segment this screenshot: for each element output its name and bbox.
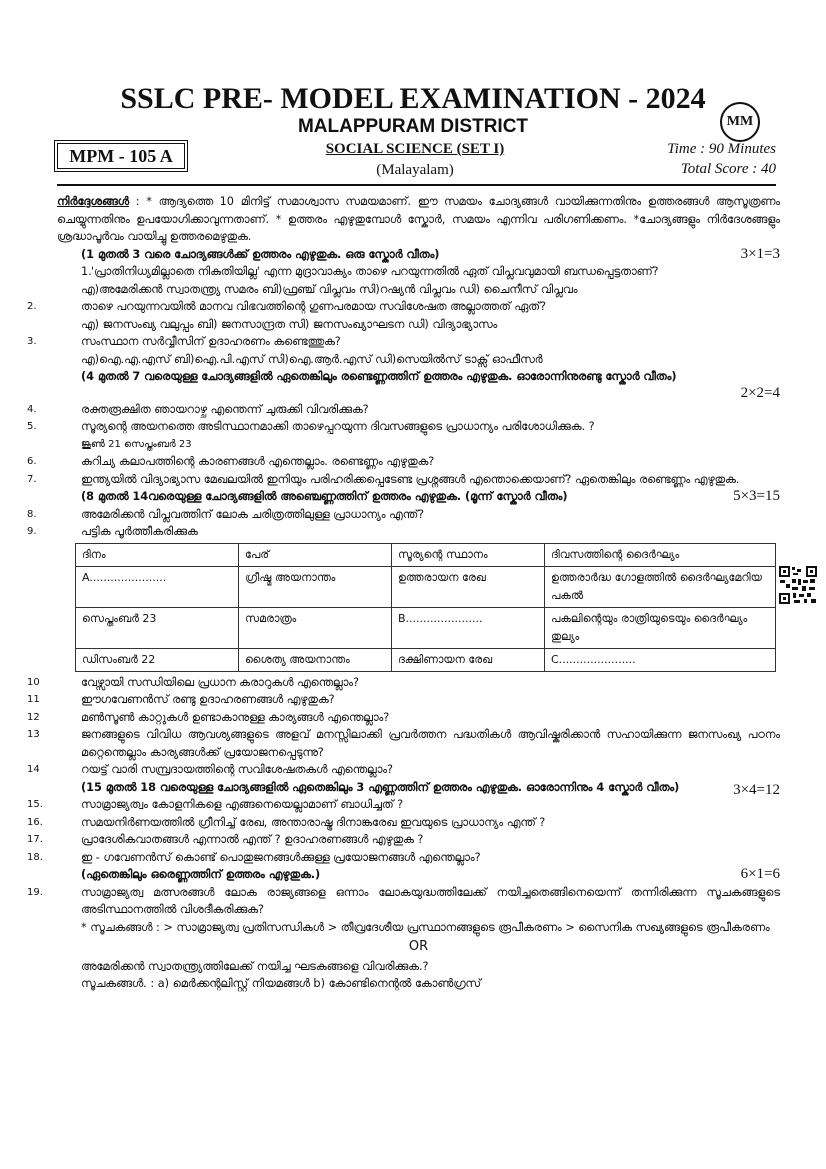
section-1-heading: (1 മുതൽ 3 വരെ ചോദ്യങ്ങൾക്ക് ഉത്തരം എഴുതുക. ഒരു സ്കോർ വീതം) 3×1=3 — [81, 245, 780, 262]
table-cell: ഡിസംബർ 22 — [76, 648, 239, 671]
question-4: 4. രക്തരൂക്ഷിത ഞായറാഴ്ച എന്തെന്ന് ചുരുക്കി വിവരിക്കുക? — [27, 402, 369, 416]
instructions-label: നിർദ്ദേശങ്ങൾ — [57, 195, 129, 208]
question-1: 1. 'പ്രാതിനിധ്യമില്ലാതെ നികുതിയില്ല' എന്ന മുദ്രാവാക്യം താഴെ പറയുന്നതിൽ ഏത് വിപ്ലവവുമായി ബന്ധപ്പെട്ടതാണ്? — [81, 265, 659, 278]
question-1-options: എ)അമേരിക്കൻ സ്വാതന്ത്ര്യ സമരം ബി)ഫ്രഞ്ച് വിപ്ലവം സി)റഷ്യൻ വിപ്ലവം ഡി) ചൈനീസ് വിപ്ലവം — [81, 282, 578, 296]
district-name: MALAPPURAM DISTRICT — [297, 116, 529, 137]
question-13: 13 ജനങ്ങളുടെ വിവിധ ആവശ്യങ്ങളുടെ അളവ് മനസ്സിലാക്കി പ്രവർത്തന പദ്ധതികൾ ആവിഷ്കരിക്കാൻ സഹായിക്കുന്ന ജനസംഖ്യ പഠനം മറ്റെന്തെല്ലാം കാര്യങ്ങൾക്ക് പ്രയോജനപ്പെടുന്നു? — [27, 728, 780, 759]
table-cell: ശൈത്യ അയനാന്തം — [239, 648, 392, 671]
or-divider: OR — [408, 939, 429, 954]
table-row — [76, 607, 776, 648]
question-19-hints: * സൂചകങ്ങൾ : > സാമ്രാജ്യത്വ പ്രതിസന്ധികൾ > തീവ്രദേശീയ പ്രസ്ഥാനങ്ങളുടെ രൂപീകരണം > സൈനിക സഖ്യങ്ങളുടെ രൂപീകരണം — [81, 920, 770, 934]
section-2-heading: (4 മുതൽ 7 വരെയുള്ള ചോദ്യങ്ങളിൽ ഏതെങ്കിലും രണ്ടെണ്ണത്തിന് ഉത്തരം എഴുതുക. ഓരോന്നിനുരണ്ടു സ്കോർ വീതം) 2×2=4 — [81, 370, 780, 401]
section-1-marks: 3×1=3 — [740, 245, 780, 262]
section-4-heading: (15 മുതൽ 18 വരെയുള്ള ചോദ്യങ്ങളിൽ ഏതെങ്കിലും 3 എണ്ണത്തിന് ഉത്തരം എഴുതുക. ഓരോന്നിനും 4 സ്കോർ വീതം) 3×4=12 — [81, 780, 780, 798]
question-19-alternative: അമേരിക്കൻ സ്വാതന്ത്ര്യത്തിലേക്ക് നയിച്ച ഘടകങ്ങളെ വിവരിക്കുക.? — [81, 959, 429, 973]
question-19-alternative-hints: സൂചകങ്ങൾ. : a) മെർക്കന്റലിസ്റ്റ് നിയമങ്ങൾ b) കോണ്ടിനെന്റൽ കോൺഗ്രസ് — [81, 977, 481, 990]
table-cell: A...................... — [76, 566, 239, 607]
table-cell: C...................... — [545, 648, 776, 671]
question-16: 16. സമയനിർണയത്തിൽ ഗ്രീനിച്ച് രേഖ, അന്താരാഷ്ട്ര ദിനാങ്കരേഖ ഇവയുടെ പ്രാധാന്യം എന്ത് ? — [27, 815, 546, 829]
question-6: 6. കുറിച്യ കലാപത്തിന്റെ കാരണങ്ങൾ എന്തെല്ലാം. രണ്ടെണ്ണം എഴുതുക? — [27, 455, 435, 468]
paper-code: MPM - 105 A — [57, 143, 185, 169]
question-paper-body — [27, 193, 780, 993]
table-cell: സമരാത്രം — [239, 607, 392, 648]
question-5-dates: ജൂൺ 21 സെപ്തംബർ 23 — [81, 438, 192, 450]
table-header: സൂര്യന്റെ സ്ഥാനം — [392, 543, 545, 566]
exam-title: SSLC PRE- MODEL EXAMINATION - 2024 — [120, 82, 706, 115]
table-cell: ഉത്തരായന രേഖ — [392, 566, 545, 607]
table-cell: സെപ്തംബർ 23 — [76, 607, 239, 648]
table-cell: ദക്ഷിണായന രേഖ — [392, 648, 545, 671]
language: (Malayalam) — [376, 162, 454, 178]
solstice-table — [75, 543, 776, 672]
table-header: പേര് — [239, 543, 392, 566]
total-score: Total Score : 40 — [680, 161, 776, 177]
mm-logo: MM — [720, 102, 760, 142]
question-8: 8. അമേരിക്കൻ വിപ്ലവത്തിന് ലോക ചരിത്രത്തിലുള്ള പ്രാധാന്യം എന്ത്? — [27, 507, 424, 521]
question-11: 11 ഈഗവേണൻസ് രണ്ടു ഉദാഹരണങ്ങൾ എഴുതുക? — [27, 693, 335, 706]
question-12: 12 മൺസൂൺ കാറ്റുകൾ ഉണ്ടാകാനുള്ള കാര്യങ്ങൾ എന്തെല്ലാം? — [27, 710, 390, 724]
question-2: 2. താഴെ പറയുന്നവയിൽ മാനവ വിഭവത്തിന്റെ ഗുണപരമായ സവിശേഷത അല്ലാത്തത് ഏത്? — [27, 300, 546, 313]
question-18: 18. ഇ - ഗവേണൻസ് കൊണ്ട് പൊതുജനങ്ങൾക്കുള്ള പ്രയോജനങ്ങൾ എന്തെല്ലാം? — [27, 850, 481, 864]
header-divider — [57, 184, 776, 186]
section-5-heading: (ഏതെങ്കിലും ഒരെണ്ണത്തിന് ഉത്തരം എഴുതുക.) 6×1=6 — [81, 866, 780, 882]
question-9: 9. പട്ടിക പൂർത്തീകരിക്കുക — [27, 525, 198, 538]
question-17: 17. പ്രാദേശികവാതങ്ങൾ എന്നാൽ എന്ത് ? ഉദാഹരണങ്ങൾ എഴുതുക ? — [27, 833, 424, 846]
table-cell: പകലിന്റെയും രാത്രിയുടെയും ദൈർഘ്യം തുല്യം — [545, 607, 776, 648]
instructions-text: : * ആദ്യത്തെ 10 മിനിട്ട് സമാശ്വാസ സമയമാണ്. ഈ സമയം ചോദ്യങ്ങൾ വായിക്കുന്നതിനും ഉത്തരങ്ങൾ ആസൂത്രണം ചെയ്യുന്നതിനും ഉപയോഗിക്കാവുന്നതാണ്. * ഉത്തരം എഴുതുമ്പോൾ സ്കോർ, സമയം എന്നിവ പരിഗണിക്കണം. *ചോദ്യങ്ങളും നിർദേശങ്ങളും ശ്രദ്ധാപൂർവം വായിച്ചു ഉത്തരമെഴുതുക. — [57, 195, 780, 243]
table-cell: ഉത്തരാർദ്ധ ഗോളത്തിൽ ദൈർഘ്യമേറിയ പകൽ — [545, 566, 776, 607]
instructions — [57, 193, 780, 246]
table-header-row — [76, 543, 776, 566]
question-10: 10 വേഴ്സായി സന്ധിയിലെ പ്രധാന കരാറുകൾ എന്തെല്ലാം? — [27, 675, 360, 689]
question-15: 15. സാമ്രാജ്യത്വം കോളനികളെ എങ്ങനെയെല്ലാമാണ് ബാധിച്ചത് ? — [27, 798, 404, 811]
table-header: ദിവസത്തിന്റെ ദൈർഘ്യം — [545, 543, 776, 566]
table-row — [76, 648, 776, 671]
question-19: 19. സാമ്രാജ്യത്വ മത്സരങ്ങൾ ലോക രാജ്യങ്ങളെ ഒന്നാം ലോകയുദ്ധത്തിലേക്ക് നയിച്ചതെങ്ങിനെയെന്ന് തന്നിരിക്കുന്ന സൂചകങ്ങളുടെ അടിസ്ഥാനത്തിൽ വിശദീകരിക്കുക? — [27, 885, 780, 916]
question-3-options: എ)ഐ.എ.എസ് ബി)ഐ.പി.എസ് സി)ഐ.ആർ.എസ് ഡി)സെയിൽസ് ടാക്സ് ഓഫീസർ — [81, 352, 543, 366]
question-5: 5. സൂര്യന്റെ അയനത്തെ അടിസ്ഥാനമാക്കി താഴെപ്പറയുന്ന ദിവസങ്ങളുടെ പ്രാധാന്യം പരിശോധിക്കുക. ? — [27, 420, 595, 433]
section-2-marks: 2×2=4 — [740, 384, 780, 401]
section-4-marks: 3×4=12 — [733, 782, 780, 798]
section-5-marks: 6×1=6 — [740, 866, 780, 882]
table-cell: B...................... — [392, 607, 545, 648]
section-3-heading: (8 മുതൽ 14വരെയുള്ള ചോദ്യങ്ങളിൽ അഞ്ചെണ്ണത്തിന് ഉത്തരം എഴുതുക. (മൂന്ന് സ്കോർ വീതം) 5×3=15 — [81, 488, 780, 504]
table-row — [76, 566, 776, 607]
qr-code-icon — [778, 565, 818, 605]
section-3-marks: 5×3=15 — [733, 488, 780, 504]
question-2-options: എ) ജനസംഖ്യ വലുപ്പം ബി) ജനസാന്ദ്രത സി) ജനസംഖ്യാഘടന ഡി) വിദ്യാഭ്യാസം — [81, 317, 498, 331]
question-7: 7. ഇന്ത്യയിൽ വിദ്യാഭ്യാസ മേഖലയിൽ ഇനിയും പരിഹരിക്കപ്പെടേണ്ട പ്രശ്നങ്ങൾ എന്തൊക്കെയാണ്? ഏതെങ്കിലും രണ്ടെണ്ണം എഴുതുക. — [27, 472, 740, 486]
time-allowed: Time : 90 Minutes — [667, 141, 776, 157]
subject: SOCIAL SCIENCE (SET I) — [325, 141, 505, 157]
table-header: ദിനം — [76, 543, 239, 566]
question-14: 14 റയട്ട് വാരി സമ്പ്രദായത്തിന്റെ സവിശേഷതകൾ എന്തെല്ലാം? — [27, 763, 394, 776]
table-cell: ഗ്രീഷ്മ അയനാന്തം — [239, 566, 392, 607]
question-3: 3. സംസ്ഥാന സർവ്വീസിന് ഉദാഹരണം കണ്ടെത്തുക? — [27, 335, 341, 348]
